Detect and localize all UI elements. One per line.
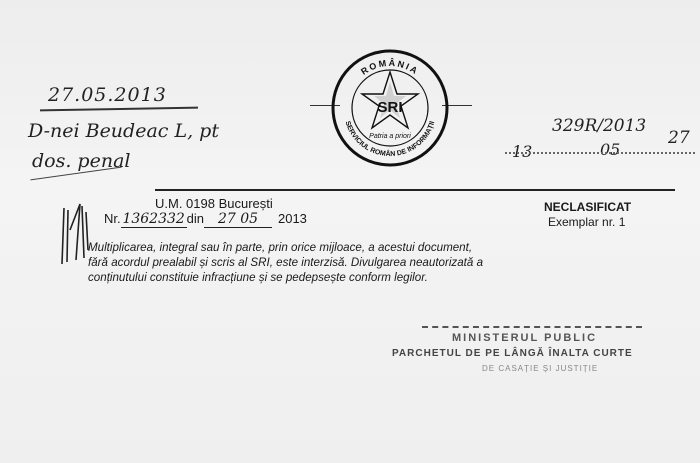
nr-label: Nr. [104,211,121,226]
document-number-row [104,211,307,228]
svg-text:ROMÂNIA: ROMÂNIA [359,57,421,77]
handwritten-note-line1: D-nei Beudeac L, pt [28,120,219,142]
handwritten-note-line2: dos. penal [32,150,131,172]
handwritten-date: 27.05.2013 [48,84,167,106]
handwritten-reg-num2: 05 [600,140,621,159]
sri-seal-logo [330,48,450,168]
din-label: din [186,211,204,226]
registration-dotted-line [505,152,695,154]
confidentiality-notice: Multiplicarea, integral sau în parte, prin orice mijloace, a acestui document, fără acordul prealabil și scris al SRI, este interzisă. Divulgarea neautorizată a conținutului constituie infracțiune și se pedepsește conform legilor. [88,241,484,284]
handwritten-registration: 329R/2013 [552,116,647,136]
header-rule [155,189,675,191]
stamp-line3: DE CASAȚIE ȘI JUSTIȚIE [482,364,599,373]
handwritten-signature [58,200,92,270]
svg-text:SRI: SRI [377,99,403,116]
svg-text:SERVICIUL ROMÂN DE INFORMAȚII: SERVICIUL ROMÂN DE INFORMAȚII [343,120,437,159]
handwritten-reg-num1: 13 [512,142,533,161]
stamp-line1: MINISTERUL PUBLIC [452,332,598,344]
year-label: 2013 [277,211,307,226]
nr-value: 1362332 [122,211,185,227]
classification-label: NECLASIFICAT [544,200,632,214]
unit-label: U.M. 0198 București [155,196,273,211]
date-underline [40,107,198,112]
din-value: 27 05 [204,211,272,228]
copy-label: Exemplar nr. 1 [548,215,626,229]
stamp-line2: PARCHETUL DE PE LÂNGĂ ÎNALTA CURTE [392,348,633,359]
handwritten-reg-num3: 27 [668,128,690,148]
stamp-dashed-line [422,326,642,328]
svg-text:Patria a priori: Patria a priori [369,133,411,140]
